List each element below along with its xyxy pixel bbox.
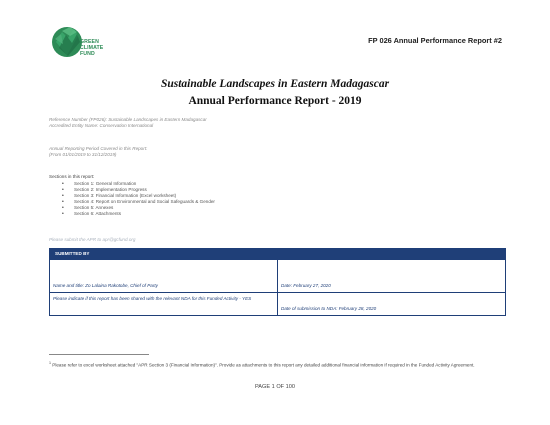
report-title: Annual Performance Report - 2019 xyxy=(188,95,362,107)
table-row xyxy=(50,259,505,292)
logo-text: GREEN CLIMATE FUND xyxy=(80,39,104,57)
name-title-cell xyxy=(50,260,277,292)
footnote xyxy=(49,360,509,369)
section-item: • Section 6: Attachments xyxy=(62,211,215,217)
reporting-period-label: Annual Reporting Period Covered in this Report: xyxy=(49,146,148,151)
section-item: • Section 5: Annexes xyxy=(62,205,215,211)
section-item: • Section 4: Report on Environmental and Social Safeguards & Gender xyxy=(62,199,215,205)
submitted-by-table xyxy=(49,248,506,316)
reporting-period-block xyxy=(49,146,147,158)
section-item: • Section 1: General Information xyxy=(62,181,215,187)
submit-instruction: Please submit the APR to apr@gcfund.org xyxy=(49,237,136,242)
report-label: FP 026 Annual Performance Report #2 xyxy=(368,36,502,45)
footnote-text: Please refer to excel worksheet attached "APR Section 3 (Financial Information)". Provide as attachments to this report any detailed additional financial information if required in the Funded Activity Agreement. xyxy=(51,362,475,368)
page-number: PAGE 1 OF 100 xyxy=(254,384,295,390)
date-cell xyxy=(277,260,505,292)
reference-number: Reference Number (FP026): Sustainable Landscapes in Eastern Madagascar xyxy=(49,117,207,122)
footnote-mark: 1 xyxy=(49,361,51,365)
sections-heading: Sections in this report: xyxy=(49,174,95,179)
accredited-entity: Accredited Entity Name: Conservation International xyxy=(49,123,154,128)
nda-date-text: Date of submission to NDA: February 28, 2020 xyxy=(281,306,377,312)
table-row xyxy=(50,292,505,315)
project-title: Sustainable Landscapes in Eastern Madagascar xyxy=(160,78,390,90)
date-text: Date: February 27, 2020 xyxy=(281,283,331,289)
name-title-text: Name and title: Zo Lalaina Rakotobe, Chief of Party xyxy=(53,283,158,289)
table-heading: SUBMITTED BY xyxy=(50,249,505,259)
sections-list xyxy=(62,181,215,217)
section-item: • Section 3: Financial Information (Excel worksheet) xyxy=(62,193,215,199)
nda-shared-text: Please indicate if this report has been shared with the relevant NDA for this Funded Activity - YES xyxy=(53,296,252,301)
reference-block xyxy=(49,117,207,129)
nda-shared-cell xyxy=(50,293,277,315)
nda-date-cell xyxy=(277,293,505,315)
footnote-divider xyxy=(49,354,149,355)
reporting-period-range: (From 01/01/2019 to 31/12/2019) xyxy=(49,152,117,157)
section-item: • Section 2: Implementation Progress xyxy=(62,187,215,193)
